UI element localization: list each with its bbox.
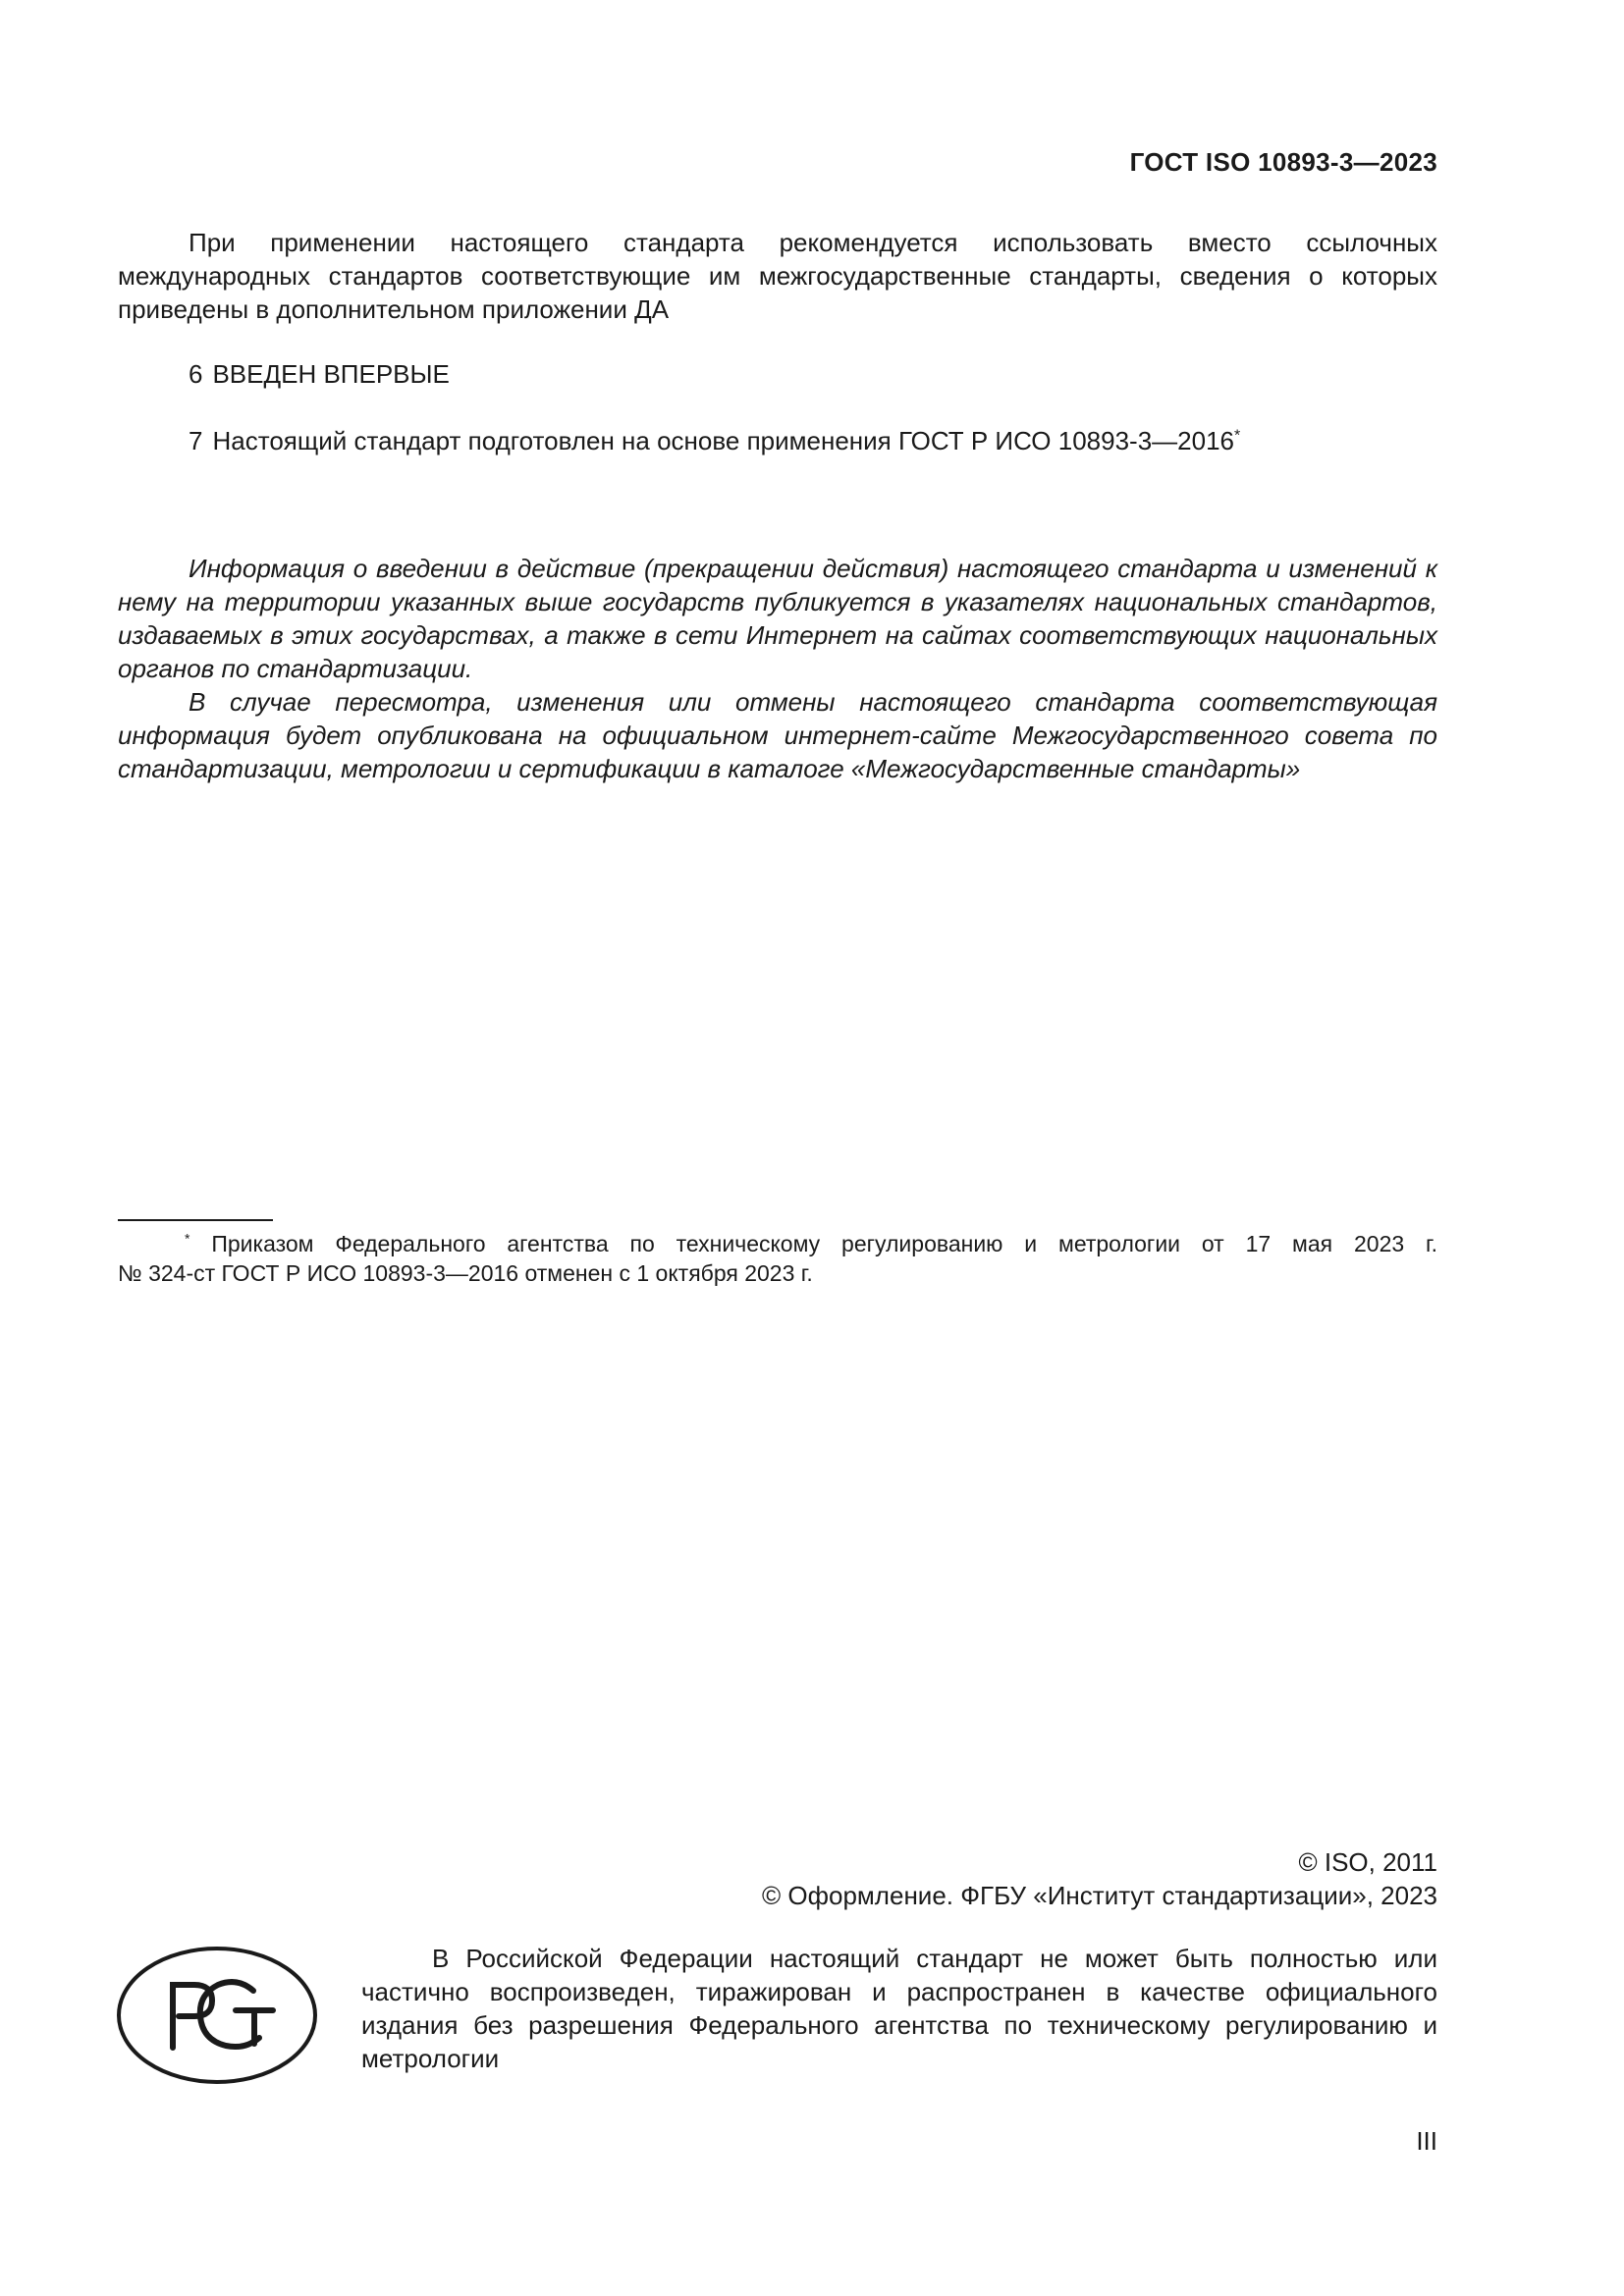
page-number: III — [1416, 2126, 1437, 2156]
copyright-design: © Оформление. ФГБУ «Институт стандартизации», 2023 — [762, 1881, 1437, 1910]
rst-certification-mark-icon — [116, 1946, 318, 2085]
footnote-mark: * — [185, 1230, 190, 1247]
intro-paragraph: При применении настоящего стандарта рекомендуется использовать вместо ссылочных международных стандартов соответствующие им межгосударственные стандарты, сведения о которых приведены в дополнительном приложении ДА — [118, 228, 1437, 324]
item-7-footnote-mark: * — [1234, 427, 1241, 445]
item-6-number: 6 — [189, 359, 203, 389]
info-paragraph-1: Информация о введении в действие (прекращении действия) настоящего стандарта и изменений к нему на территории указанных выше государств публикуется в указателях национальных стандартов, издаваемых в этих государствах, а также в сети Интернет на сайтах соответствующих национальных органов по стандартизации. — [118, 554, 1437, 683]
footnote-divider — [118, 1219, 273, 1221]
copyright-iso: © ISO, 2011 — [1298, 1847, 1437, 1877]
copyright-block — [762, 1845, 1437, 1912]
item-7-number: 7 — [189, 426, 203, 455]
footnote — [118, 1229, 1437, 1288]
item-7-text: Настоящий стандарт подготовлен на основе применения ГОСТ Р ИСО 10893-3—2016 — [212, 426, 1235, 455]
info-section — [118, 552, 1437, 785]
rights-notice: В Российской Федерации настоящий стандарт не может быть полностью или частично воспроизведен, тиражирован и распространен в качестве официального издания без разрешения Федерального агентства по техническому регулированию и метрологии — [361, 1944, 1437, 2073]
document-code: ГОСТ ISO 10893-3—2023 — [1129, 147, 1437, 177]
intro-section — [118, 226, 1437, 326]
footnote-line-1: Приказом Федерального агентства по техническому регулированию и метрологии от 17 мая 2023 г. — [211, 1231, 1437, 1256]
item-7 — [118, 424, 1437, 457]
item-6 — [118, 357, 1437, 391]
info-paragraph-2: В случае пересмотра, изменения или отмены настоящего стандарта соответствующая информация будет опубликована на официальном интернет-сайте Межгосударственного совета по стандартизации, метрологии и сертификации в каталоге «Межгосударственные стандарты» — [118, 687, 1437, 783]
footnote-line-2: № 324-ст ГОСТ Р ИСО 10893-3—2016 отменен с 1 октября 2023 г. — [118, 1260, 813, 1286]
item-6-text: ВВЕДЕН ВПЕРВЫЕ — [212, 359, 450, 389]
